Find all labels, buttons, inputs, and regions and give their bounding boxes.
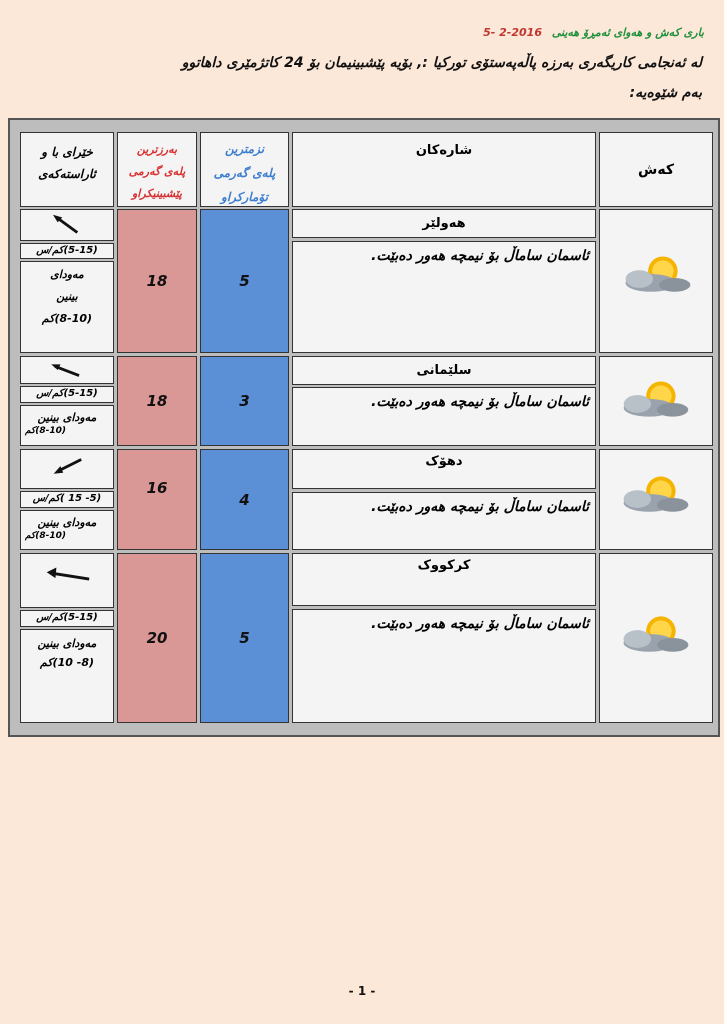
intro-paragraph xyxy=(22,48,702,108)
header-min-line-1: نزمترین xyxy=(224,142,265,156)
min-temp-value: 5 xyxy=(239,272,250,290)
row-4-min-cell xyxy=(200,553,289,723)
city-name: سلێمانی xyxy=(416,363,472,378)
row-1-description-cell xyxy=(292,241,596,353)
row-4-weather-cell xyxy=(599,553,713,723)
header-max-temp xyxy=(117,132,197,207)
partly-cloudy-icon xyxy=(600,357,712,445)
row-2-description-cell xyxy=(292,387,596,446)
row-2-city-cell xyxy=(292,356,596,385)
min-temp-value: 3 xyxy=(239,392,250,410)
row-1-wind-dir-cell xyxy=(20,209,114,241)
weather-description: ئاسمان ساماڵ بۆ نیمچە هەور دەبێت. xyxy=(371,499,589,515)
min-temp-value: 5 xyxy=(239,629,250,647)
wind-arrow-icon xyxy=(21,450,113,488)
row-1-min-cell xyxy=(200,209,289,353)
report-date: 5- 2-2016 xyxy=(483,26,542,39)
visibility-line-1: مەودای بینین xyxy=(37,516,97,529)
page-number: - 1 - xyxy=(348,984,376,998)
intro-line-1: لە ئەنجامی کاریگەری بەرزە پاڵەپەستۆی تورکیا :, بۆیە پێشبینیمان بۆ 24 کاتژمێری داهاتوو xyxy=(181,55,702,71)
visibility-line-2: (8- 10)کم xyxy=(40,656,94,669)
max-temp-value: 18 xyxy=(146,272,168,290)
row-1-visibility xyxy=(20,261,114,353)
header-cities xyxy=(292,132,596,207)
partly-cloudy-icon xyxy=(600,210,712,352)
header-min-line-3: تۆمارکراو xyxy=(221,190,268,204)
visibility-line-2: بینین xyxy=(56,290,78,303)
city-name: دهۆک xyxy=(425,454,463,469)
header-wind xyxy=(20,132,114,207)
header-wind-line-1: خێرای با و xyxy=(41,145,93,159)
row-4-wind-speed: (5-15)کم/س xyxy=(20,610,114,627)
wind-arrow-icon xyxy=(21,554,113,607)
city-name: هەولێر xyxy=(422,216,466,231)
intro-line-2: بەم شێوەیە: xyxy=(629,85,702,101)
row-1-wind-speed: (5-15)کم/س xyxy=(20,243,114,259)
row-2-weather-cell xyxy=(599,356,713,446)
min-temp-value: 4 xyxy=(239,490,250,509)
row-3-city-cell xyxy=(292,449,596,489)
row-1-max-cell xyxy=(117,209,197,353)
header-max-line-2: پلەی گەرمی xyxy=(128,165,186,178)
header-cities-label: شارەکان xyxy=(415,143,473,158)
row-4-description-cell xyxy=(292,609,596,723)
max-temp-value: 20 xyxy=(146,629,168,647)
row-3-weather-cell xyxy=(599,449,713,550)
wind-arrow-icon xyxy=(21,357,113,383)
weather-description: ئاسمان ساماڵ بۆ نیمچە هەور دەبێت. xyxy=(371,248,589,264)
row-3-description-cell xyxy=(292,492,596,550)
max-temp-value: 16 xyxy=(146,478,168,497)
header-max-line-1: بەرزترین xyxy=(136,143,178,156)
row-4-city-cell xyxy=(292,553,596,606)
row-3-visibility xyxy=(20,510,114,550)
report-title-text: باری کەش و هەوای ئەمڕۆ هەینی xyxy=(551,26,704,39)
weather-description: ئاسمان ساماڵ بۆ نیمچە هەور دەبێت. xyxy=(371,394,589,410)
row-2-wind-speed: (5-15)کم/س xyxy=(20,386,114,403)
header-weather-label: کەش xyxy=(638,161,674,178)
report-title xyxy=(483,26,704,39)
header-min-line-2: پلەی گەرمی xyxy=(213,166,276,180)
row-2-max-cell xyxy=(117,356,197,446)
visibility-line-1: مەودای بینین xyxy=(37,637,97,650)
weather-description: ئاسمان ساماڵ بۆ نیمچە هەور دەبێت. xyxy=(371,616,589,632)
visibility-line-2: (8-10)کم xyxy=(25,531,67,541)
header-max-line-3: پێشبینیکراو xyxy=(132,187,182,200)
forecast-table xyxy=(8,118,720,737)
row-1-weather-cell xyxy=(599,209,713,353)
visibility-line-1: مەودای xyxy=(50,268,84,281)
partly-cloudy-icon xyxy=(600,554,712,722)
header-min-temp xyxy=(200,132,289,207)
row-4-visibility xyxy=(20,629,114,723)
wind-arrow-icon xyxy=(21,210,113,240)
row-3-wind-speed: (5- 15 )کم/س xyxy=(20,491,114,508)
row-1-city-cell xyxy=(292,209,596,238)
row-4-wind-dir-cell xyxy=(20,553,114,608)
partly-cloudy-icon xyxy=(600,450,712,549)
row-3-wind-dir-cell xyxy=(20,449,114,489)
row-2-visibility xyxy=(20,405,114,446)
max-temp-value: 18 xyxy=(146,392,168,410)
row-4-max-cell xyxy=(117,553,197,723)
visibility-line-2: (8-10)کم xyxy=(25,426,67,436)
row-2-min-cell xyxy=(200,356,289,446)
city-name: کرکووک xyxy=(417,558,471,573)
header-weather xyxy=(599,132,713,207)
visibility-line-3: (8-10)کم xyxy=(41,312,93,325)
visibility-line-1: مەودای بینین xyxy=(37,411,97,424)
row-2-wind-dir-cell xyxy=(20,356,114,384)
row-3-max-cell xyxy=(117,449,197,550)
row-3-min-cell xyxy=(200,449,289,550)
header-wind-line-2: ئاراستەکەی xyxy=(38,167,96,181)
